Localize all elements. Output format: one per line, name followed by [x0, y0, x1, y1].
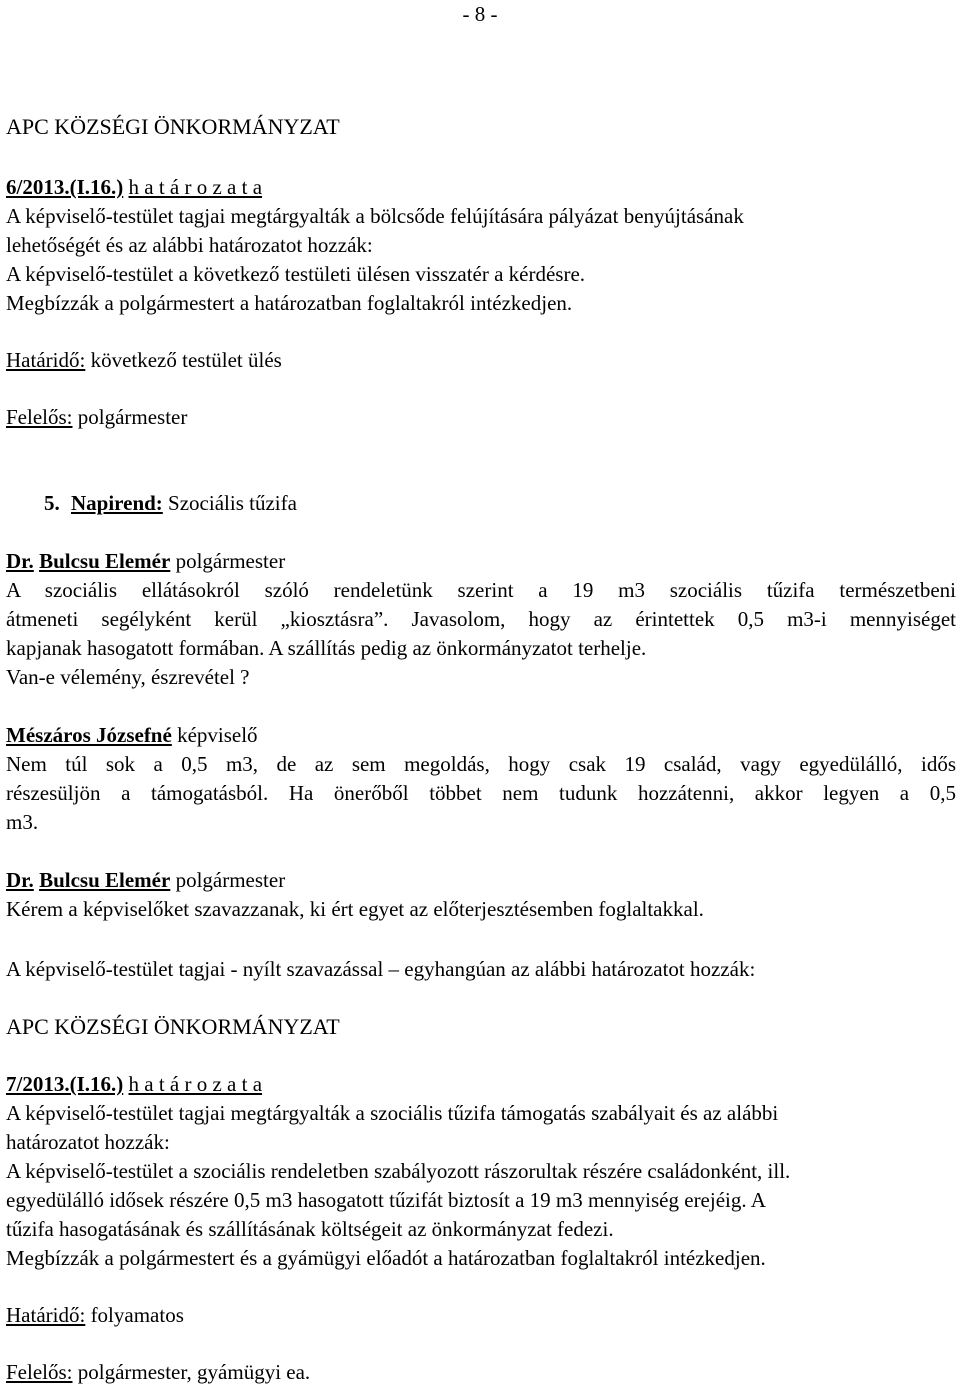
speaker-line — [6, 866, 956, 895]
vote-statement: A képviselő-testület tagjai - nyílt szavazással – egyhangúan az alábbi határozatot hozzák: — [6, 957, 756, 981]
resolution-header — [6, 1070, 956, 1099]
agenda-heading — [44, 489, 956, 518]
resolution-number: 7/2013.(I.16.) — [6, 1072, 124, 1096]
resolution-body — [6, 202, 956, 318]
resolution-line: tűzifa hasogatásának és szállításának költségeit az önkormányzat fedezi. — [6, 1217, 614, 1241]
speech-question: Van-e vélemény, észrevétel ? — [6, 665, 250, 689]
deadline-label: Határidő: — [6, 1303, 86, 1327]
speaker-role: polgármester — [170, 549, 286, 573]
responsible-value: polgármester — [72, 405, 188, 429]
speech-line: átmeneti segélyként kerül „kiosztásra”. Javasolom, hogy az érintettek 0,5 m3-i mennyiséget — [6, 607, 956, 631]
speaker-role: polgármester — [170, 868, 286, 892]
speech-line: A szociális ellátásokról szóló rendeletünk szerint a 19 m3 szociális tűzifa természetbeni — [6, 578, 956, 602]
agenda-title: Szociális tűzifa — [162, 491, 297, 515]
speech-line: m3. — [6, 810, 39, 834]
speaker-line — [6, 547, 956, 576]
responsible-label: Felelős: — [6, 405, 73, 429]
speech-line: részesüljön a támogatásból. Ha önerőből többet nem tudunk hozzátenni, akkor legyen a 0,5 — [6, 781, 956, 805]
speech-line: Nem túl sok a 0,5 m3, de az sem megoldás, hogy csak 19 család, vagy egyedülálló, idős — [6, 752, 956, 776]
speech-line: Kérem a képviselőket szavazzanak, ki ért egyet az előterjesztésemben foglaltakkal. — [6, 897, 704, 921]
speech-line: kapjanak hasogatott formában. A szállítás pedig az önkormányzatot terhelje. — [6, 636, 647, 660]
speech-paragraph — [6, 576, 956, 692]
deadline-line — [6, 1301, 956, 1330]
deadline-line — [6, 346, 956, 375]
org-heading: APC KÖZSÉGI ÖNKORMÁNYZAT — [6, 1014, 340, 1039]
deadline-value: folyamatos — [85, 1303, 184, 1327]
speaker-title: Dr. — [6, 868, 34, 892]
resolution-line: A képviselő-testület a szociális rendeletben szabályozott rászorultak részére családonként, ill. — [6, 1159, 791, 1183]
resolution-line: egyedülálló idősek részére 0,5 m3 hasogatott tűzifát biztosít a 19 m3 mennyiség erejéig. A — [6, 1188, 766, 1212]
resolution-header — [6, 173, 956, 202]
resolution-line: A képviselő-testület a következő testületi ülésen visszatér a kérdésre. — [6, 262, 586, 286]
resolution-line: A képviselő-testület tagjai megtárgyalták a szociális tűzifa támogatás szabályait és az alábbi — [6, 1101, 779, 1125]
deadline-label: Határidő: — [6, 348, 86, 372]
speaker-title: Dr. — [6, 549, 34, 573]
resolution-line: Megbízzák a polgármestert és a gyámügyi előadót a határozatban foglaltakról intézkedjen. — [6, 1246, 766, 1270]
speaker-name: Bulcsu Elemér — [39, 868, 171, 892]
deadline-value: következő testület ülés — [85, 348, 282, 372]
resolution-word: h a t á r o z a t a — [128, 1072, 263, 1096]
resolution-word: h a t á r o z a t a — [128, 175, 263, 199]
resolution-line: lehetőségét és az alábbi határozatot hozzák: — [6, 233, 373, 257]
agenda-number: 5. — [44, 491, 60, 515]
page-number: - 8 - — [462, 2, 498, 26]
agenda-label: Napirend: — [71, 491, 163, 515]
speaker-name: Bulcsu Elemér — [39, 549, 171, 573]
resolution-line: A képviselő-testület tagjai megtárgyalták a bölcsőde felújítására pályázat benyújtásának — [6, 204, 744, 228]
org-heading: APC KÖZSÉGI ÖNKORMÁNYZAT — [6, 114, 340, 139]
responsible-label: Felelős: — [6, 1360, 73, 1384]
responsible-line — [6, 1358, 956, 1387]
speaker-line — [6, 721, 956, 750]
resolution-number: 6/2013.(I.16.) — [6, 175, 124, 199]
speech-paragraph — [6, 750, 956, 837]
resolution-body — [6, 1099, 956, 1273]
responsible-value: polgármester, gyámügyi ea. — [72, 1360, 311, 1384]
responsible-line — [6, 403, 956, 432]
resolution-line: határozatot hozzák: — [6, 1130, 170, 1154]
speaker-role: képviselő — [171, 723, 258, 747]
resolution-line: Megbízzák a polgármestert a határozatban foglaltakról intézkedjen. — [6, 291, 573, 315]
speaker-name: Mészáros Józsefné — [6, 723, 172, 747]
